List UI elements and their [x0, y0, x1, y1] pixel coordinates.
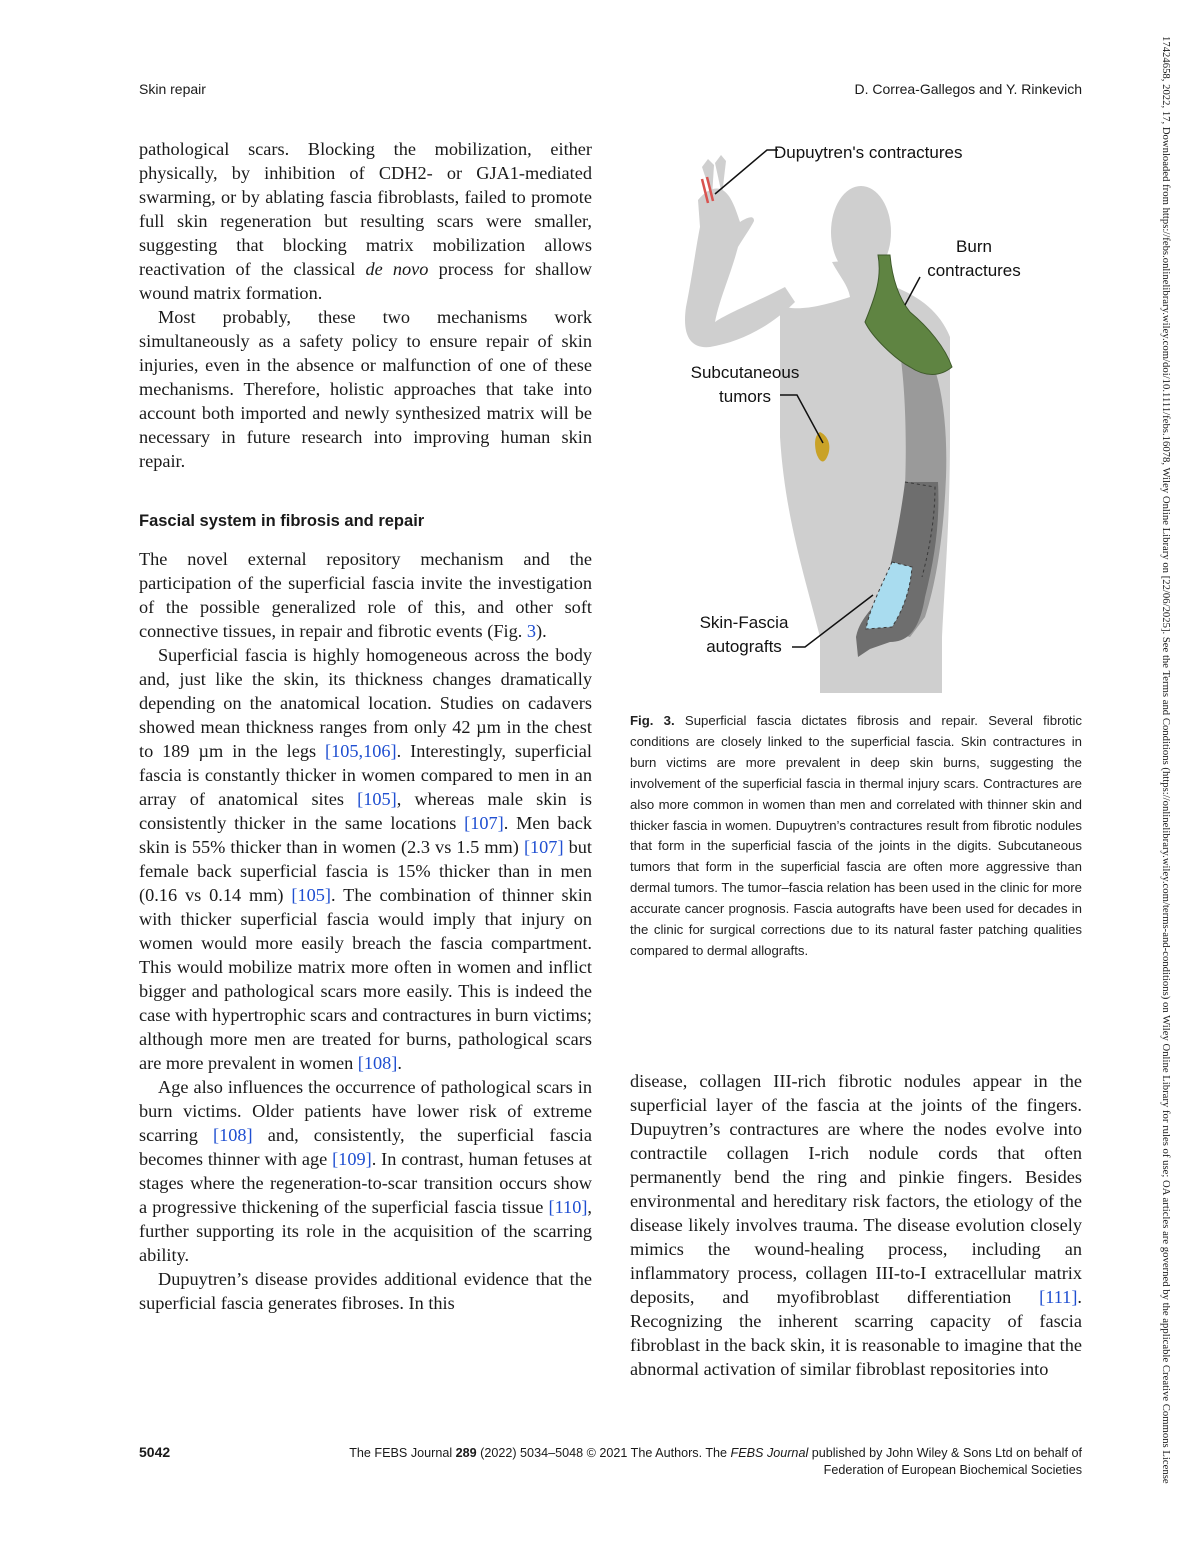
- footer-line: [282, 1445, 1082, 1462]
- text-span: . Recognizing the inherent scarring capacity of fascia fibroblast in the back skin, it is reasonable to imagine that the abnormal activation of similar fibroblast repositories into: [630, 1287, 1082, 1379]
- text-span: , further supporting its role in the acquisition of the scarring ability.: [139, 1197, 592, 1265]
- text-span: and, consistently, the superficial fascia becomes thinner with age: [139, 1125, 592, 1169]
- left-column: [139, 137, 592, 1315]
- page-number: 5042: [139, 1444, 171, 1460]
- label-burn: contractures: [927, 261, 1021, 280]
- paragraph: Dupuytren’s disease provides additional evidence that the superficial fascia generates fibroses. In this: [139, 1269, 592, 1313]
- label-graft: Skin-Fascia: [699, 613, 789, 632]
- label-graft: autografts: [706, 637, 782, 656]
- running-header-authors: D. Correa-Gallegos and Y. Rinkevich: [854, 81, 1082, 97]
- text-span: (2022) 5034–5048 © 2021 The Authors. The: [476, 1446, 731, 1460]
- figure-link[interactable]: 3: [526, 621, 537, 641]
- label-subcutaneous: tumors: [719, 387, 771, 406]
- text-span: pathological scars. Blocking the mobilization, either physically, by inhibition of CDH2- or GJA1-mediated swarming, or by ablating fascia fibroblasts, failed to promote full skin regeneration but resulting scars were smaller, suggesting that blocking matrix mobilization allows reactivation of the classical: [139, 139, 592, 279]
- citation-link[interactable]: [105]: [291, 885, 332, 905]
- caption-label: Fig. 3.: [630, 713, 675, 728]
- side-download-note: [1158, 36, 1172, 1536]
- paragraph: [139, 643, 592, 1075]
- caption-text: Superficial fascia dictates fibrosis and repair. Several fibrotic conditions are closely linked to the superficial fascia. Skin contractures in burn victims are more prevalent in deep skin burns, suggesting the involvement of the superficial fascia in thermal injury scars. Contractures are also more common in women than men and correlated with thinner skin and thicker fascia in women. Dupuytren’s contractures result from fibrotic nodules that form in the superficial fascia of the joints in the digits. Subcutaneous tumors that form in the superficial fascia are often more aggressive than dermal tumors. The tumor–fascia relation has been used in the clinic for more accurate cancer prognosis. Fascia autografts have been used for decades in the clinic for surgical corrections due to its natural faster patching qualities compared to dermal allografts.: [630, 713, 1083, 958]
- label-subcutaneous: Subcutaneous: [690, 363, 800, 382]
- text-span: Age also influences the occurrence of pathological scars in burn victims. Older patients have lower risk of extreme scarring: [139, 1077, 592, 1145]
- text-span: but female back superficial fascia is 15% thicker than in men (0.16 vs 0.14 mm): [139, 837, 592, 905]
- figure-caption: [630, 711, 1082, 962]
- paragraph: [139, 1075, 592, 1267]
- paragraph: [139, 547, 592, 643]
- citation-link[interactable]: [107]: [523, 837, 564, 857]
- figure-3: [620, 137, 1090, 693]
- citation-link[interactable]: [109]: [332, 1149, 372, 1169]
- citation-link[interactable]: [111]: [1039, 1287, 1078, 1307]
- paragraph: Most probably, these two mechanisms work simultaneously as a safety policy to ensure repair of skin injuries, even in the absence or malfunction of one of these mechanisms. Therefore, holistic approaches that take into account both imported and newly synthesized matrix will be necessary in future research into improving human skin repair.: [139, 307, 592, 471]
- text-span: . In contrast, human fetuses at stages where the regeneration-to-scar transition occurs show a progressive thickening of the superficial fascia tissue: [139, 1149, 592, 1217]
- right-column: [630, 1069, 1082, 1381]
- label-burn: Burn: [956, 237, 992, 256]
- volume: 289: [455, 1446, 477, 1460]
- text-span: published by John Wiley & Sons Ltd on behalf of: [808, 1446, 1082, 1460]
- text-span: process for shallow wound matrix formation.: [139, 259, 592, 303]
- footer-line: Federation of European Biochemical Societies: [823, 1463, 1082, 1477]
- side-note-text: 17424658, 2022, 17, Downloaded from https://febs.onlinelibrary.wiley.com/doi/10.1111/febs.16078, Wiley Online Library on [22/06/2025]. See the Terms and Conditions (https://onlinelibrary.wiley.com/terms-and-conditions) on Wiley Online Library for rules of use; OA articles are governed by the applicable Creative Commons License: [1160, 36, 1172, 1484]
- italic-term: de novo: [365, 259, 429, 279]
- paragraph: [630, 1069, 1082, 1381]
- citation-link[interactable]: [107]: [464, 813, 504, 833]
- text-span: Superficial fascia is highly homogeneous across the body and, just like the skin, its thickness changes dramatically depending on the anatomical location. Studies on cadavers showed mean thickness ranges from only 42 µm in the chest to 189 µm in the legs: [139, 645, 592, 761]
- citation-link[interactable]: [108]: [213, 1125, 253, 1145]
- paragraph: [139, 137, 592, 305]
- journal-name: FEBS Journal: [730, 1446, 809, 1460]
- citation-link[interactable]: [105,106]: [325, 741, 397, 761]
- text-span: . Men back skin is 55% thicker than in women (2.3 vs 1.5 mm): [139, 813, 592, 857]
- text-span: The novel external repository mechanism and the participation of the superficial fascia invite the investigation of the possible generalized role of this, and other soft connective tissues, in repair and fibrotic events (Fig.: [139, 549, 592, 641]
- label-dupuytren: Dupuytren's contractures: [774, 143, 963, 162]
- citation-link[interactable]: [105]: [357, 789, 397, 809]
- text-span: disease, collagen III-rich fibrotic nodules appear in the superficial layer of the fascia at the joints of the fingers. Dupuytren’s contractures are where the nodes evolve into contractile collagen I-rich nodule cords that often permanently bend the ring and pinkie fingers. Besides environmental and hereditary risk factors, the etiology of the disease likely involves trauma. The disease evolution closely mimics the wound-healing process, including an inflammatory process, collagen III-to-I extracellular matrix deposits, and myofibroblast differentiation: [630, 1071, 1082, 1307]
- text-span: , whereas male skin is consistently thicker in the same locations: [139, 789, 593, 833]
- citation-link[interactable]: [110]: [548, 1197, 588, 1217]
- text-span: . Interestingly, superficial fascia is constantly thicker in women compared to men in an array of anatomical sites: [139, 741, 592, 809]
- text-span: The FEBS Journal: [349, 1446, 456, 1460]
- figure-illustration: [620, 137, 1090, 693]
- text-span: . The combination of thinner skin with thicker superficial fascia would imply that injury on women would more easily breach the fascia compartment. This would mobilize matrix more often in women and inflict bigger and pathological scars more easily. This is indeed the case with hypertrophic scars and contractures in burn victims; although more men are treated for burns, pathological scars are more prevalent in women: [139, 885, 593, 1073]
- footer-citation: [282, 1445, 1082, 1479]
- running-header-title: Skin repair: [139, 81, 206, 97]
- text-span: ).: [536, 621, 547, 641]
- text-span: .: [397, 1053, 402, 1073]
- section-heading: Fascial system in fibrosis and repair: [139, 512, 425, 530]
- citation-link[interactable]: [108]: [357, 1053, 398, 1073]
